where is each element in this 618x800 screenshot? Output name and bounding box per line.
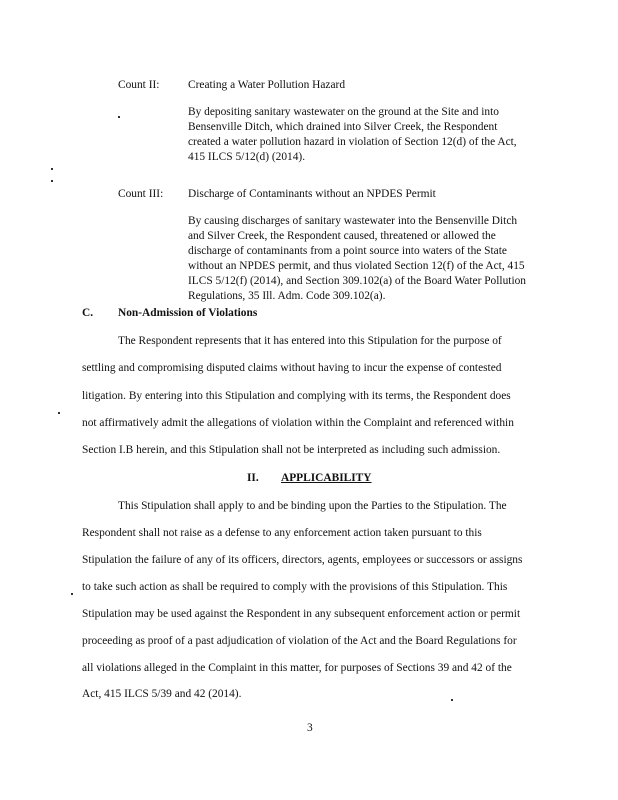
scan-speck bbox=[71, 593, 73, 595]
scan-speck bbox=[451, 699, 453, 701]
count-2-title: Creating a Water Pollution Hazard bbox=[188, 79, 346, 91]
count-2-line: created a water pollution hazard in violation of Section 12(d) of the Act, bbox=[188, 136, 517, 148]
count-3-line: discharge of contaminants from a point source into waters of the State bbox=[188, 245, 507, 257]
count-3-line: and Silver Creek, the Respondent caused, threatened or allowed the bbox=[188, 230, 496, 242]
section-c-letter: C. bbox=[82, 307, 94, 319]
section-ii-number: II. bbox=[247, 472, 259, 484]
section-ii-title: APPLICABILITY bbox=[281, 472, 372, 484]
section-ii-line: proceeding as proof of a past adjudication of violation of the Act and the Board Regulations for bbox=[82, 635, 517, 647]
section-c-title: Non-Admission of Violations bbox=[118, 307, 258, 319]
section-ii-line: This Stipulation shall apply to and be binding upon the Parties to the Stipulation. The bbox=[118, 500, 507, 512]
section-ii-line: Stipulation may be used against the Respondent in any subsequent enforcement action or permit bbox=[82, 608, 521, 620]
section-ii-line: Act, 415 ILCS 5/39 and 42 (2014). bbox=[82, 688, 242, 700]
section-ii-line: all violations alleged in the Complaint in this matter, for purposes of Sections 39 and 42 of the bbox=[82, 662, 512, 674]
count-3-label: Count III: bbox=[118, 188, 164, 200]
scan-speck bbox=[51, 180, 53, 182]
count-3-line: By causing discharges of sanitary wastewater into the Bensenville Ditch bbox=[188, 215, 518, 227]
section-c-line: litigation. By entering into this Stipulation and complying with its terms, the Respondent does bbox=[82, 390, 511, 402]
count-2-line: 415 ILCS 5/12(d) (2014). bbox=[188, 151, 306, 163]
scan-speck bbox=[51, 168, 53, 170]
page-number: 3 bbox=[307, 722, 313, 734]
section-c-line: not affirmatively admit the allegations of violation within the Complaint and referenced within bbox=[82, 417, 514, 429]
count-2-line: By depositing sanitary wastewater on the ground at the Site and into bbox=[188, 106, 499, 118]
count-2-label: Count II: bbox=[118, 79, 160, 91]
count-3-title: Discharge of Contaminants without an NPDES Permit bbox=[188, 188, 436, 200]
section-ii-line: Stipulation the failure of any of its officers, directors, agents, employees or successors or assigns bbox=[82, 554, 523, 566]
section-c-line: settling and compromising disputed claims without having to incur the expense of contested bbox=[82, 362, 502, 374]
section-ii-line: to take such action as shall be required to comply with the provisions of this Stipulation. This bbox=[82, 581, 508, 593]
count-2-line: Bensenville Ditch, which drained into Silver Creek, the Respondent bbox=[188, 121, 498, 133]
section-ii-line: Respondent shall not raise as a defense to any enforcement action taken pursuant to this bbox=[82, 527, 482, 539]
count-3-line: Regulations, 35 Ill. Adm. Code 309.102(a). bbox=[188, 290, 386, 302]
scan-speck bbox=[58, 412, 60, 414]
scan-speck bbox=[118, 116, 120, 118]
section-c-line: Section I.B herein, and this Stipulation shall not be interpreted as including such admission. bbox=[82, 444, 501, 456]
count-3-line: without an NPDES permit, and thus violated Section 12(f) of the Act, 415 bbox=[188, 260, 525, 272]
count-3-line: ILCS 5/12(f) (2014), and Section 309.102(a) of the Board Water Pollution bbox=[188, 275, 526, 287]
section-c-line: The Respondent represents that it has entered into this Stipulation for the purpose of bbox=[118, 335, 502, 347]
